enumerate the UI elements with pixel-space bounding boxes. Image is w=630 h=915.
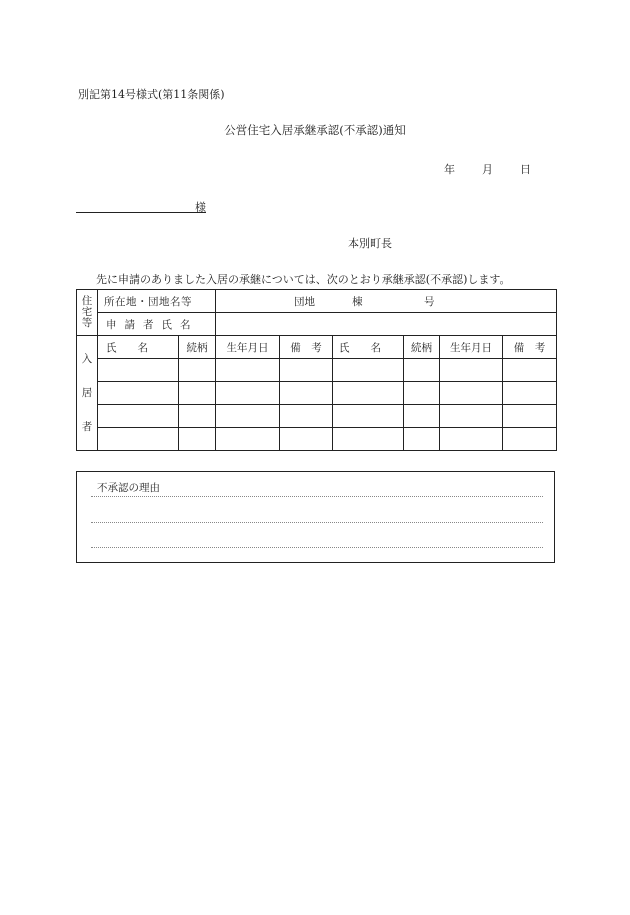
resident-row: [77, 359, 557, 382]
location-label: 所在地・団地名等: [104, 295, 192, 308]
col-relation-2: 続柄: [404, 336, 440, 359]
resident-cell[interactable]: [503, 405, 557, 428]
resident-cell[interactable]: [280, 428, 333, 451]
applicant-label-cell: [98, 313, 216, 336]
resident-cell[interactable]: [503, 382, 557, 405]
issuer-name: 本別町長: [348, 237, 392, 250]
residents-label: 入居者: [81, 353, 93, 433]
resident-row: [77, 405, 557, 428]
resident-cell[interactable]: [280, 382, 333, 405]
housing-label-cell: [77, 290, 98, 336]
applicant-value-cell[interactable]: [216, 313, 557, 336]
residents-label-cell: [77, 336, 98, 451]
rejection-reason-box[interactable]: [76, 471, 555, 563]
col-birthdate-1: 生年月日: [216, 336, 280, 359]
col-relation-1: 続柄: [179, 336, 216, 359]
date-day-label: 日: [520, 163, 531, 176]
col-name-1: [98, 336, 179, 359]
resident-cell[interactable]: [333, 382, 404, 405]
resident-cell[interactable]: [440, 382, 503, 405]
applicant-label: 申請者氏名: [106, 318, 199, 331]
intro-statement: 先に申請のありました入居の承継については、次のとおり承継承認(不承認)します。: [96, 273, 511, 286]
location-parts: [216, 294, 556, 309]
col-name-2-label: 氏 名: [339, 341, 381, 354]
location-part-building: 棟: [352, 295, 363, 308]
resident-cell[interactable]: [280, 359, 333, 382]
succession-table: [76, 289, 557, 451]
col-name-1-label: 氏 名: [106, 341, 148, 354]
resident-cell[interactable]: [404, 405, 440, 428]
location-value-cell[interactable]: [216, 290, 557, 313]
resident-cell[interactable]: [98, 359, 179, 382]
date-month-label: 月: [482, 163, 493, 176]
resident-cell[interactable]: [216, 359, 280, 382]
col-name-2: [333, 336, 404, 359]
document-title: 公営住宅入居承継承認(不承認)通知: [224, 123, 406, 137]
resident-cell[interactable]: [179, 405, 216, 428]
resident-cell[interactable]: [404, 359, 440, 382]
resident-cell[interactable]: [98, 428, 179, 451]
resident-row: [77, 382, 557, 405]
col-remarks-1: 備 考: [280, 336, 333, 359]
resident-cell[interactable]: [280, 405, 333, 428]
resident-cell[interactable]: [98, 382, 179, 405]
resident-cell[interactable]: [216, 405, 280, 428]
resident-cell[interactable]: [404, 428, 440, 451]
resident-row: [77, 428, 557, 451]
addressee-suffix: 様: [195, 201, 206, 214]
resident-cell[interactable]: [440, 428, 503, 451]
resident-cell[interactable]: [179, 428, 216, 451]
addressee-blank-line: [76, 211, 206, 213]
date-line: [444, 161, 531, 177]
resident-cell[interactable]: [179, 359, 216, 382]
location-part-danchi: 団地: [294, 295, 315, 308]
rejection-reason-label: 不承認の理由: [97, 482, 160, 494]
housing-label: 住宅等: [81, 294, 93, 329]
resident-cell[interactable]: [440, 405, 503, 428]
form-reference: 別記第14号様式(第11条関係): [78, 88, 225, 101]
reason-dotted-line: [91, 547, 543, 548]
col-remarks-2: 備 考: [503, 336, 557, 359]
resident-cell[interactable]: [98, 405, 179, 428]
resident-cell[interactable]: [333, 359, 404, 382]
resident-cell[interactable]: [333, 405, 404, 428]
resident-cell[interactable]: [503, 359, 557, 382]
resident-cell[interactable]: [404, 382, 440, 405]
resident-cell[interactable]: [440, 359, 503, 382]
col-birthdate-2: 生年月日: [440, 336, 503, 359]
resident-cell[interactable]: [216, 382, 280, 405]
resident-cell[interactable]: [503, 428, 557, 451]
date-year-label: 年: [444, 163, 455, 176]
resident-cell[interactable]: [179, 382, 216, 405]
reason-dotted-line: [91, 522, 543, 523]
resident-cell[interactable]: [216, 428, 280, 451]
reason-dotted-line: [91, 496, 543, 497]
location-label-cell: [98, 290, 216, 313]
resident-cell[interactable]: [333, 428, 404, 451]
location-part-number: 号: [424, 295, 435, 308]
